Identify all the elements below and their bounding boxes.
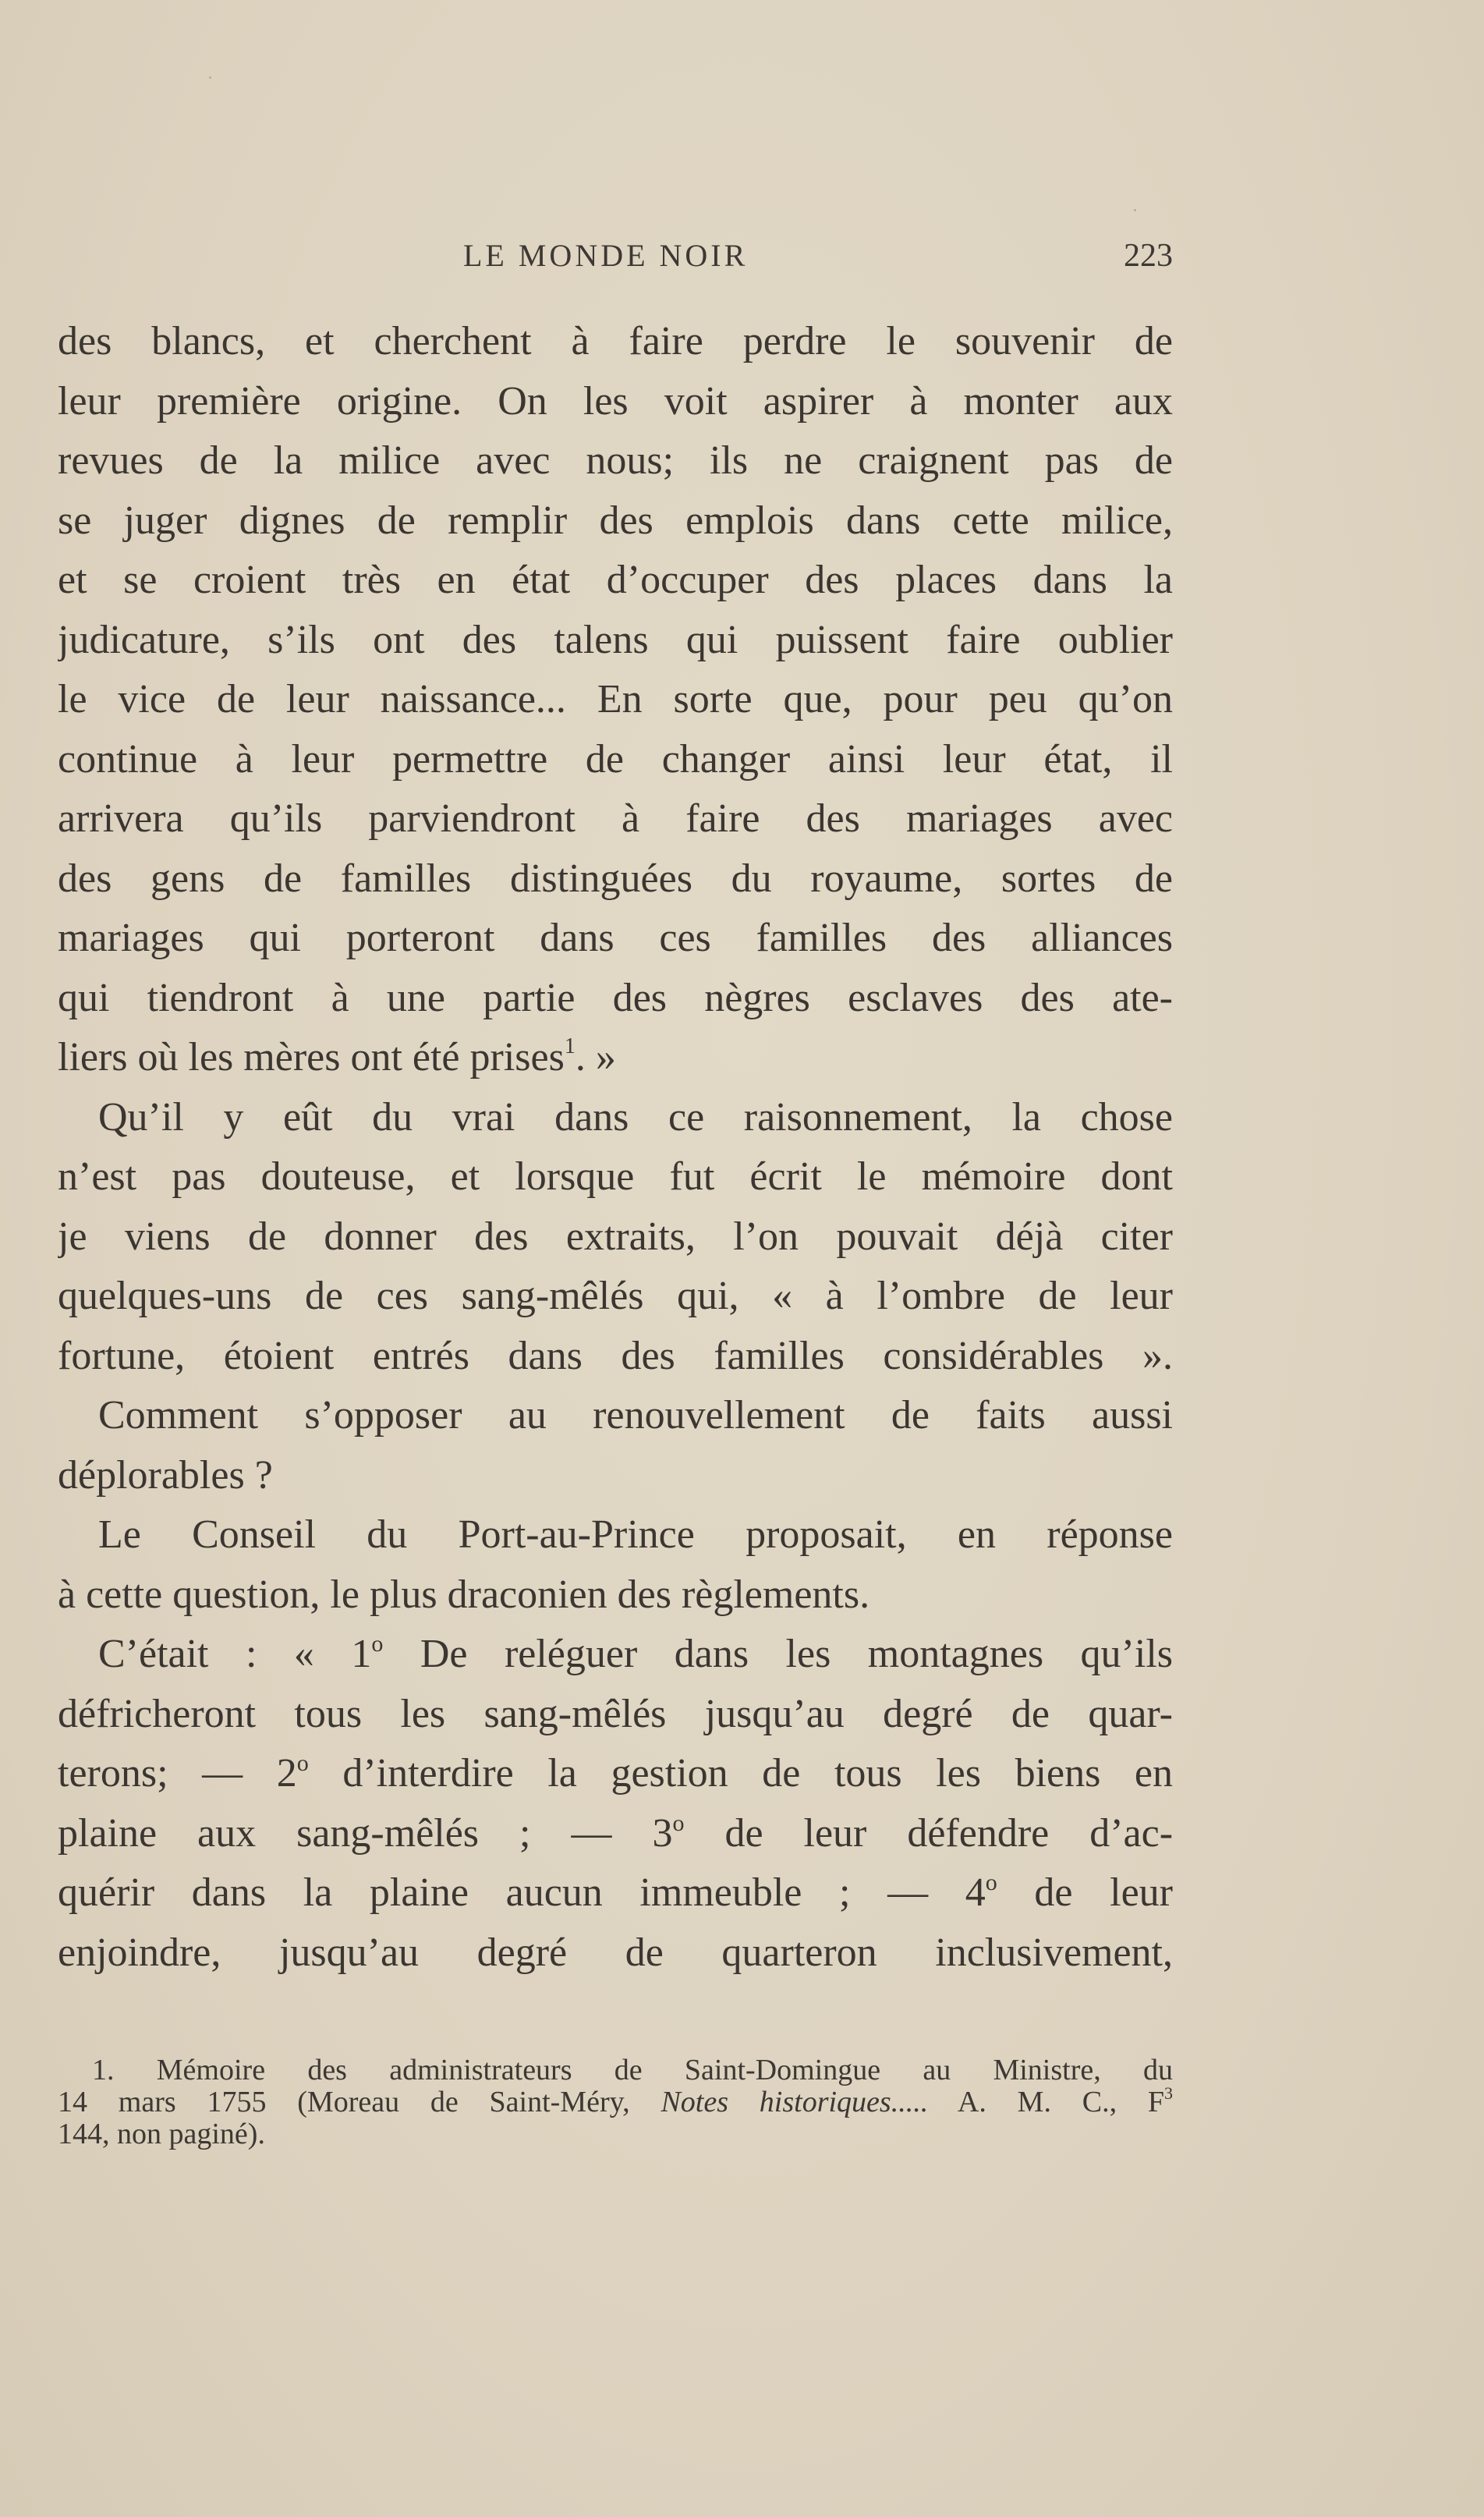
ordinal-number: 4 — [965, 1870, 986, 1915]
footnote-title: Notes historiques..... — [661, 2086, 929, 2118]
text-line — [58, 1744, 1173, 1804]
body-text — [58, 312, 1173, 1983]
text-line: n’est pas douteuse, et lorsque fut écrit le mémoire dont — [58, 1154, 1173, 1199]
text-line: continue à leur permettre de changer ainsi leur état, il — [58, 736, 1173, 782]
ordinal-degree: o — [296, 1750, 309, 1776]
ordinal-number: 1 — [351, 1632, 372, 1676]
page-number: 223 — [1124, 238, 1173, 274]
line-text: de leur défendre d’ac- — [724, 1810, 1173, 1856]
text-line: des blancs, et cherchent à faire perdre le souvenir de — [58, 319, 1173, 363]
ordinal-degree: o — [985, 1870, 997, 1895]
text-line: enjoindre, jusqu’au degré de quarteron inclusivement, — [58, 1930, 1173, 1975]
line-text: terons; — — [58, 1751, 277, 1796]
ordinal-number: 2 — [276, 1751, 297, 1796]
text-line: Qu’il y eût du vrai dans ce raisonnement, la chose — [98, 1094, 1173, 1140]
text-line — [58, 1625, 1173, 1685]
ordinal-number: 3 — [652, 1810, 673, 1856]
footnote-line — [58, 2054, 1173, 2086]
text-line: et se croient très en état d’occuper des places dans la — [58, 558, 1173, 602]
line-text: C’était : « — [98, 1632, 352, 1676]
footnote-text: 14 mars 1755 (Moreau de Saint-Méry, — [58, 2086, 630, 2118]
ordinal-degree: o — [672, 1810, 685, 1836]
text-line: quelques-uns de ces sang-mêlés qui, « à l’ombre de leur — [58, 1274, 1173, 1318]
ordinal-degree: o — [371, 1631, 384, 1657]
text-line: Le Conseil du Port-au-Prince proposait, en réponse — [98, 1512, 1173, 1557]
footnote-superscript: 3 — [1164, 2086, 1173, 2103]
text-line: arrivera qu’ils parviendront à faire des mariages avec — [58, 796, 1173, 841]
text-line — [58, 1804, 1173, 1864]
line-text: De reléguer dans les montagnes qu’ils — [420, 1632, 1173, 1676]
line-text: liers où les mères ont été prises — [58, 1035, 565, 1079]
footnote-text: A. M. C., F — [957, 2086, 1165, 2118]
line-text: quérir dans la plaine aucun immeuble ; — — [58, 1870, 965, 1915]
text-line: des gens de familles distinguées du royaume, sortes de — [58, 856, 1173, 901]
quote-close: . » — [575, 1035, 616, 1079]
line-text: plaine aux sang-mêlés ; — — [58, 1810, 653, 1856]
text-line: se juger dignes de remplir des emplois dans cette milice, — [58, 498, 1173, 543]
text-line: à cette question, le plus draconien des règlements. — [58, 1572, 870, 1617]
text-line: leur première origine. On les voit aspirer à monter aux — [58, 378, 1173, 424]
text-line: je viens de donner des extraits, l’on pouvait déjà citer — [58, 1214, 1173, 1259]
line-text: d’interdire la gestion de tous les biens en — [342, 1751, 1173, 1796]
scan-speck — [1134, 209, 1136, 211]
footnote-text: Mémoire des administrateurs de Saint-Domingue au Ministre, du — [156, 2054, 1173, 2086]
text-line: judicature, s’ils ont des talens qui puissent faire oublier — [58, 617, 1173, 662]
text-line: fortune, étoient entrés dans des familles considérables ». — [58, 1333, 1173, 1378]
text-line: Comment s’opposer au renouvellement de faits aussi — [98, 1393, 1173, 1438]
text-line: le vice de leur naissance... En sorte que, pour peu qu’on — [58, 677, 1173, 721]
text-line: revues de la milice avec nous; ils ne craignent pas de — [58, 438, 1173, 483]
text-line — [58, 1028, 1173, 1088]
page-header — [58, 237, 1173, 284]
footnote-line: 144, non paginé). — [58, 2118, 265, 2150]
footnote — [58, 2054, 1173, 2150]
scan-speck — [209, 76, 211, 79]
footnote-reference: 1 — [564, 1034, 576, 1058]
line-text: de leur — [1034, 1870, 1173, 1915]
running-title: LE MONDE NOIR — [463, 238, 749, 273]
text-line: déplorables ? — [58, 1452, 273, 1498]
text-line: mariages qui porteront dans ces familles des alliances — [58, 916, 1173, 960]
text-line: défricheront tous les sang-mêlés jusqu’au degré de quar- — [58, 1691, 1173, 1736]
text-line — [58, 1863, 1173, 1923]
footnote-number: 1. — [92, 2054, 115, 2086]
footnote-line — [58, 2086, 1173, 2118]
text-line: qui tiendront à une partie des nègres esclaves des ate- — [58, 975, 1173, 1020]
